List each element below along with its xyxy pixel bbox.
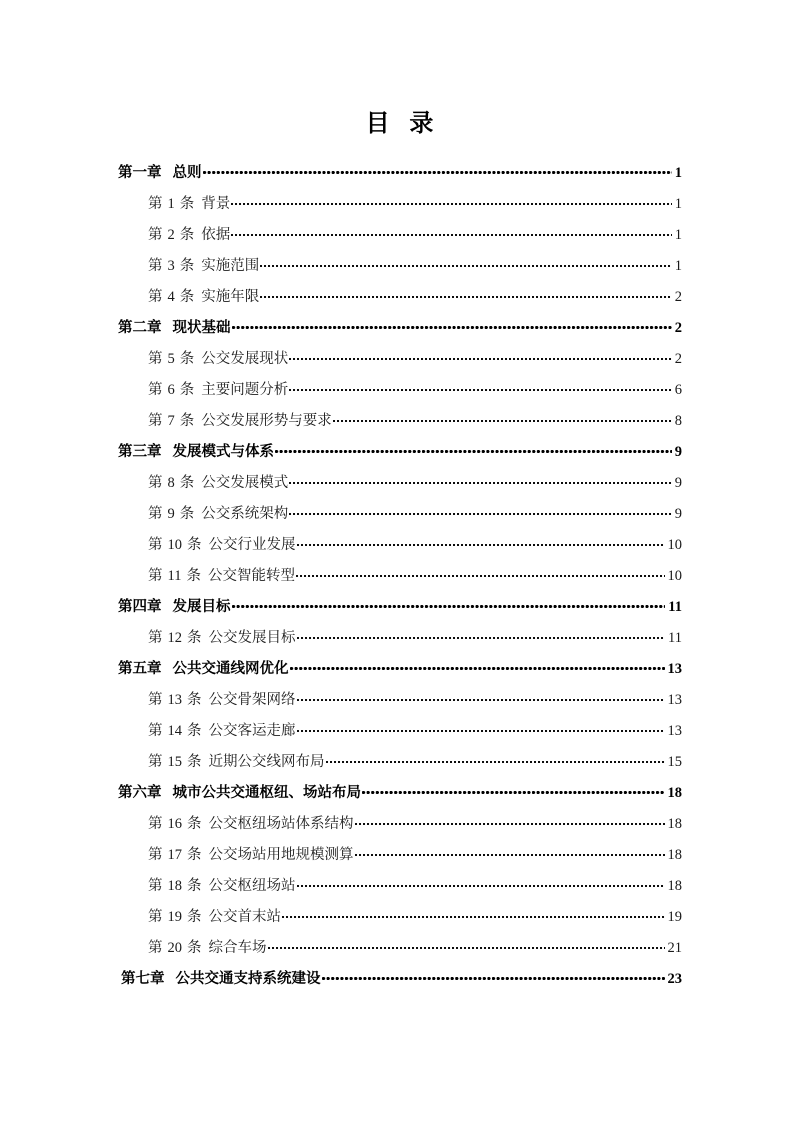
toc-entry-number: 4 (167, 289, 175, 305)
dot-leader (290, 659, 665, 674)
toc-entry-label: 第七章 (121, 971, 165, 987)
toc-entry-page-number: 1 (674, 165, 682, 181)
dot-leader (326, 752, 665, 767)
toc-entry-number: 15 (167, 754, 182, 770)
toc-entry-number: 17 (167, 847, 182, 863)
toc-article-entry[interactable] (0, 220, 800, 251)
toc-entry-number: 20 (167, 940, 182, 956)
toc-article-entry[interactable] (0, 468, 800, 499)
toc-entry-number: 12 (167, 630, 182, 646)
toc-entry-title: 背景 (201, 196, 231, 212)
toc-entry-unit: 条 (179, 351, 195, 367)
toc-entry-page-number: 1 (674, 258, 682, 274)
toc-entry-page-number: 10 (667, 537, 682, 553)
toc-article-entry[interactable] (0, 716, 800, 747)
toc-entry-number: 10 (167, 537, 182, 553)
dot-leader (260, 256, 672, 271)
toc-entry-page-number: 8 (674, 413, 682, 429)
toc-entry-title: 发展目标 (172, 599, 231, 615)
toc-article-entry[interactable] (0, 809, 800, 840)
toc-entry-number: 7 (167, 413, 175, 429)
toc-entry-page-number: 15 (667, 754, 682, 770)
toc-entry-title: 公交枢纽场站 (208, 878, 296, 894)
toc-entry-page-number: 9 (674, 506, 682, 522)
dot-leader (362, 783, 665, 798)
toc-entry-unit: 条 (187, 723, 202, 739)
table-of-contents (0, 158, 800, 995)
toc-entry-label: 第五章 (118, 661, 162, 677)
toc-entry-title: 公交行业发展 (208, 537, 296, 553)
dot-leader (268, 938, 665, 953)
toc-entry-unit: 条 (187, 537, 202, 553)
toc-entry-label: 第 (148, 227, 163, 243)
toc-entry-title: 公共交通线网优化 (172, 661, 289, 677)
toc-entry-label: 第 (148, 630, 163, 646)
toc-entry-unit: 条 (187, 816, 202, 832)
toc-article-entry[interactable] (0, 189, 800, 220)
toc-entry-unit: 条 (179, 258, 195, 274)
toc-entry-unit: 条 (186, 568, 201, 584)
toc-entry-title: 公交发展形势与要求 (201, 413, 332, 429)
toc-entry-unit: 条 (187, 878, 202, 894)
toc-entry-unit: 条 (187, 940, 202, 956)
toc-entry-title: 实施范围 (201, 258, 260, 274)
toc-article-entry[interactable] (0, 623, 800, 654)
toc-entry-page-number: 13 (667, 692, 682, 708)
toc-article-entry[interactable] (0, 933, 800, 964)
toc-entry-page-number: 2 (674, 351, 682, 367)
toc-article-entry[interactable] (0, 406, 800, 437)
dot-leader (355, 845, 665, 860)
toc-entry-page-number: 9 (674, 444, 682, 460)
toc-chapter-entry[interactable] (0, 313, 800, 344)
toc-entry-label: 第 (148, 289, 163, 305)
dot-leader (289, 473, 672, 488)
dot-leader (296, 566, 665, 581)
toc-chapter-entry[interactable] (0, 437, 800, 468)
dot-leader (231, 225, 672, 240)
toc-entry-title: 主要问题分析 (201, 382, 289, 398)
toc-entry-label: 第 (148, 413, 163, 429)
toc-entry-page-number: 18 (667, 847, 682, 863)
toc-entry-label: 第一章 (118, 165, 162, 181)
toc-chapter-entry[interactable] (0, 778, 800, 809)
dot-leader (297, 876, 665, 891)
toc-article-entry[interactable] (0, 344, 800, 375)
toc-entry-page-number: 13 (667, 723, 682, 739)
toc-entry-number: 2 (167, 227, 175, 243)
toc-entry-title: 总则 (172, 165, 202, 181)
dot-leader (232, 318, 672, 333)
toc-chapter-entry[interactable] (0, 654, 800, 685)
toc-entry-page-number: 2 (674, 289, 682, 305)
toc-chapter-entry[interactable] (0, 158, 800, 189)
dot-leader (275, 442, 672, 457)
toc-entry-unit: 条 (187, 630, 202, 646)
toc-entry-unit: 条 (187, 909, 202, 925)
toc-entry-number: 5 (167, 351, 175, 367)
toc-entry-unit: 条 (179, 382, 195, 398)
toc-article-entry[interactable] (0, 902, 800, 933)
toc-entry-title: 公交枢纽场站体系结构 (208, 816, 354, 832)
toc-entry-label: 第二章 (118, 320, 162, 336)
toc-article-entry[interactable] (0, 871, 800, 902)
toc-entry-label: 第四章 (118, 599, 162, 615)
toc-entry-label: 第 (148, 723, 163, 739)
toc-entry-title: 城市公共交通枢纽、场站布局 (172, 785, 361, 801)
toc-entry-label: 第 (148, 878, 163, 894)
dot-leader (289, 504, 672, 519)
toc-article-entry[interactable] (0, 747, 800, 778)
toc-entry-number: 13 (167, 692, 182, 708)
toc-entry-label: 第 (148, 568, 163, 584)
toc-entry-number: 8 (167, 475, 175, 491)
toc-entry-label: 第 (148, 537, 163, 553)
toc-entry-title: 现状基础 (172, 320, 231, 336)
toc-entry-title: 公交系统架构 (201, 506, 289, 522)
toc-chapter-entry[interactable] (0, 592, 800, 623)
dot-leader (260, 287, 672, 302)
dot-leader (203, 163, 672, 178)
toc-entry-page-number: 18 (667, 785, 682, 801)
toc-entry-label: 第 (148, 196, 163, 212)
toc-entry-unit: 条 (179, 227, 195, 243)
dot-leader (333, 411, 672, 426)
toc-entry-unit: 条 (179, 413, 195, 429)
toc-entry-unit: 条 (179, 475, 195, 491)
toc-entry-title: 依据 (201, 227, 231, 243)
toc-entry-page-number: 18 (667, 878, 682, 894)
dot-leader (322, 969, 665, 984)
dot-leader (289, 349, 672, 364)
dot-leader (355, 814, 665, 829)
toc-entry-number: 3 (167, 258, 175, 274)
dot-leader (232, 597, 666, 612)
toc-entry-label: 第 (148, 506, 163, 522)
toc-article-entry[interactable] (0, 561, 800, 592)
toc-article-entry[interactable] (0, 685, 800, 716)
toc-entry-title: 实施年限 (201, 289, 260, 305)
toc-entry-page-number: 6 (674, 382, 682, 398)
toc-entry-label: 第 (148, 351, 163, 367)
toc-entry-page-number: 10 (667, 568, 682, 584)
toc-entry-page-number: 11 (668, 599, 682, 615)
toc-entry-label: 第 (148, 382, 163, 398)
toc-entry-page-number: 21 (667, 940, 682, 956)
toc-entry-unit: 条 (179, 506, 195, 522)
toc-article-entry[interactable] (0, 530, 800, 561)
toc-entry-page-number: 23 (667, 971, 682, 987)
toc-entry-page-number: 18 (667, 816, 682, 832)
toc-entry-number: 16 (167, 816, 182, 832)
toc-entry-title: 近期公交线网布局 (208, 754, 325, 770)
toc-entry-unit: 条 (187, 754, 202, 770)
toc-entry-title: 公交发展现状 (201, 351, 289, 367)
dot-leader (297, 535, 665, 550)
toc-entry-label: 第 (148, 258, 163, 274)
toc-entry-title: 公交首末站 (208, 909, 281, 925)
toc-entry-page-number: 1 (674, 196, 682, 212)
toc-entry-label: 第 (148, 847, 163, 863)
toc-article-entry[interactable] (0, 840, 800, 871)
toc-entry-title: 发展模式与体系 (172, 444, 274, 460)
toc-entry-number: 1 (167, 196, 175, 212)
toc-entry-label: 第六章 (118, 785, 162, 801)
toc-entry-label: 第 (148, 816, 163, 832)
dot-leader (289, 380, 672, 395)
dot-leader (297, 628, 666, 643)
toc-entry-page-number: 2 (674, 320, 682, 336)
toc-entry-unit: 条 (179, 289, 195, 305)
toc-article-entry[interactable] (0, 499, 800, 530)
toc-entry-title: 公交客运走廊 (208, 723, 296, 739)
toc-entry-number: 9 (167, 506, 175, 522)
toc-entry-number: 11 (167, 568, 182, 584)
toc-entry-unit: 条 (179, 196, 195, 212)
toc-article-entry[interactable] (0, 282, 800, 313)
toc-entry-unit: 条 (187, 692, 202, 708)
toc-entry-page-number: 9 (674, 475, 682, 491)
toc-article-entry[interactable] (0, 375, 800, 406)
toc-chapter-entry[interactable] (0, 964, 800, 995)
toc-entry-title: 公交发展目标 (208, 630, 296, 646)
toc-entry-page-number: 13 (667, 661, 682, 677)
toc-entry-number: 14 (167, 723, 182, 739)
dot-leader (297, 690, 665, 705)
dot-leader (282, 907, 665, 922)
toc-entry-label: 第 (148, 692, 163, 708)
toc-entry-page-number: 11 (668, 630, 682, 646)
page-title: 目 录 (365, 109, 435, 137)
toc-article-entry[interactable] (0, 251, 800, 282)
toc-entry-number: 18 (167, 878, 182, 894)
toc-entry-label: 第三章 (118, 444, 162, 460)
toc-entry-title: 公交发展模式 (201, 475, 289, 491)
dot-leader (297, 721, 665, 736)
dot-leader (231, 194, 672, 209)
toc-entry-title: 综合车场 (208, 940, 267, 956)
toc-entry-number: 19 (167, 909, 182, 925)
toc-entry-number: 6 (167, 382, 175, 398)
toc-entry-label: 第 (148, 754, 163, 770)
toc-entry-page-number: 1 (674, 227, 682, 243)
toc-entry-label: 第 (148, 909, 163, 925)
toc-entry-page-number: 19 (667, 909, 682, 925)
toc-entry-title: 公交智能转型 (207, 568, 295, 584)
toc-entry-label: 第 (148, 475, 163, 491)
toc-entry-title: 公共交通支持系统建设 (175, 971, 321, 987)
toc-entry-label: 第 (148, 940, 163, 956)
toc-entry-unit: 条 (187, 847, 202, 863)
toc-entry-title: 公交骨架网络 (208, 692, 296, 708)
toc-entry-title: 公交场站用地规模测算 (208, 847, 354, 863)
